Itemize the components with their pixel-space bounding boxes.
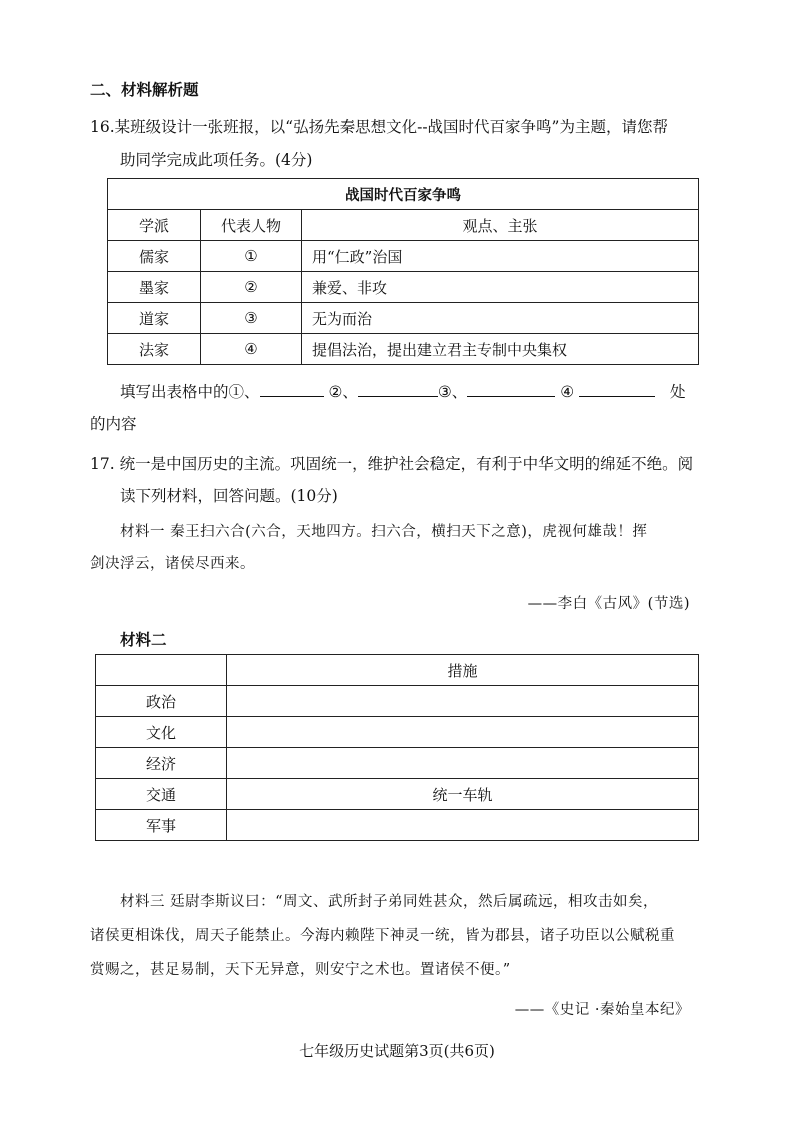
material2-table [95,654,699,841]
table-row [96,810,699,841]
answer-blank-3[interactable] [467,382,555,397]
table-row [96,686,699,717]
q16-table [107,178,699,365]
material2-measure[interactable] [227,748,699,779]
material2-title: 材料二 [120,631,167,649]
q16-view: 兼爱、非攻 [302,272,699,303]
material2-category: 政治 [96,686,227,717]
q16-fill-suffix: 处 [669,383,686,401]
material2-measure: 统一车轨 [227,779,699,810]
q16-header-person: 代表人物 [201,210,302,241]
material2-header: 措施 [227,655,699,686]
q16-view: 无为而治 [302,303,699,334]
q16-view: 提倡法治，提出建立君主专制中央集权 [302,334,699,365]
q16-school: 道家 [108,303,201,334]
material1-source: ——李白《古风》(节选) [527,596,690,612]
answer-blank-2[interactable] [358,382,438,397]
q16-person: ③ [201,303,302,334]
page-footer: 七年级历史试题第3页(共6页) [299,1042,495,1060]
material2-measure[interactable] [227,717,699,748]
answer-blank-1[interactable] [260,382,324,397]
table-row [96,779,699,810]
q16-school: 墨家 [108,272,201,303]
table-row [108,334,699,365]
section-title: 二、材料解析题 [90,81,199,99]
q16-person: ① [201,241,302,272]
q16-fill-line [120,380,686,402]
q16-person: ④ [201,334,302,365]
q17-line1: 17. 统一是中国历史的主流。巩固统一，维护社会稳定，有利于中华文明的绵延不绝。阅 [90,455,694,473]
material3-source: ——《史记 ·秦始皇本纪》 [514,1002,690,1018]
material2-measure[interactable] [227,686,699,717]
q16-fill-line2: 的内容 [90,415,137,433]
material2-category: 经济 [96,748,227,779]
q16-line1: 16.某班级设计一张班报，以“弘扬先秦思想文化--战国时代百家争鸣”为主题，请您帮 [90,118,668,136]
material2-header-blank [96,655,227,686]
material2-measure[interactable] [227,810,699,841]
material1-line1: 材料一 秦王扫六合(六合，天地四方。扫六合，横扫天下之意)，虎视何雄哉！挥 [120,524,648,540]
material3-line2: 诸侯更相诛伐，周天子能禁止。今海内赖陛下神灵一统，皆为郡县，诸子功臣以公赋税重 [90,928,675,944]
material3-line3: 赏赐之，甚足易制，天下无异意，则安宁之术也。置诸侯不便。” [90,962,511,978]
table-row [108,241,699,272]
q16-table-title: 战国时代百家争鸣 [108,179,699,210]
q16-view: 用“仁政”治国 [302,241,699,272]
material2-category: 交通 [96,779,227,810]
q16-fill-prefix: 填写出表格中的①、 [120,383,260,401]
material3-line1: 材料三 廷尉李斯议曰：“周文、武所封子弟同姓甚众，然后属疏远，相攻击如矣， [120,894,659,910]
table-row [96,717,699,748]
q16-fill-marker-4: ④ [560,383,575,401]
q16-fill-marker-2: ②、 [328,383,358,401]
q16-fill-marker-3: ③、 [437,383,468,401]
q16-school: 儒家 [108,241,201,272]
q16-school: 法家 [108,334,201,365]
material2-category: 文化 [96,717,227,748]
table-row [108,272,699,303]
table-row [96,748,699,779]
answer-blank-4[interactable] [579,382,655,397]
table-row [108,303,699,334]
material2-category: 军事 [96,810,227,841]
q16-person: ② [201,272,302,303]
q17-line2: 读下列材料，回答问题。(10分) [120,487,338,505]
q16-header-view: 观点、主张 [302,210,699,241]
material1-line2: 剑决浮云，诸侯尽西来。 [90,556,255,572]
q16-line2: 助同学完成此项任务。(4分) [120,151,313,169]
q16-header-school: 学派 [108,210,201,241]
